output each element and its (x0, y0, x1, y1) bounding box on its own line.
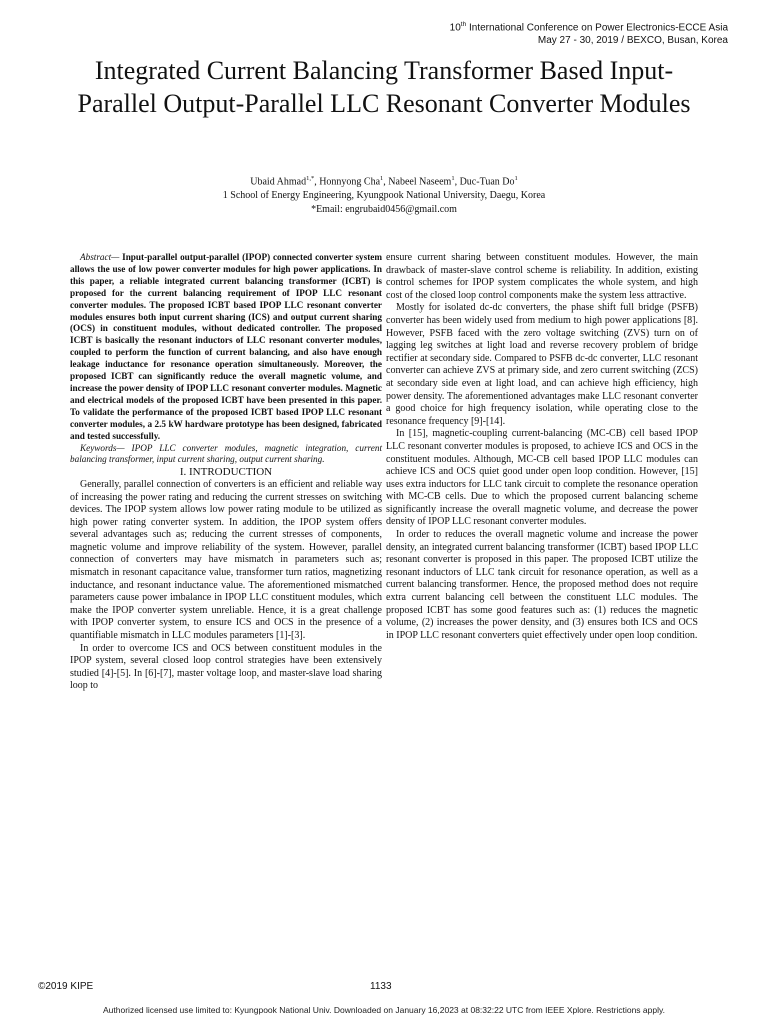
paper-title: Integrated Current Balancing Transformer Based Input-Parallel Output-Parallel LLC Resonant Converter Modules (77, 56, 691, 118)
affiliation: 1 School of Energy Engineering, Kyungpook National University, Daegu, Korea (222, 190, 546, 202)
page-number: 1133 (370, 981, 392, 992)
right-paragraph: In order to reduces the overall magnetic volume and increase the power density, an integrated current balancing transformer (ICBT) based IPOP LLC resonant converter is proposed in this paper. The proposed ICBT utilize the resonant inductors of LLC tank circuit for resonance operation, as well as a current balancing transformer. Hence, the proposed method does not require extra current balancing cell between the constituent LLC modules. The proposed ICBT has some good features such as: (1) reduces the magnetic volume, (2) increases the power density, and (3) ensures both ICS and OCS in IPOP LLC resonant converters quiet effectively under open loop condition. (386, 529, 698, 641)
license-notice: Authorized licensed use limited to: Kyungpook National Univ. Downloaded on January 16,2023 at 08:32:22 UTC from IEEE Xplore. Restrictions apply. (103, 1005, 665, 1015)
author-block (60, 172, 708, 217)
right-paragraph: In [15], magnetic-coupling current-balancing (MC-CB) cell based IPOP LLC resonant converter modules is proposed, to achieve ICS and OCS in the constituent modules. Although, MC-CB cell based IPOP LLC modules can achieve ICS and OCS quiet good under open loop condition. However, [15] uses extra inductors for LLC tank circuit to complete the resonance operation with MC-CB cells. Due to which the proposed current balancing scheme significantly increase the overall magnetic volume, and decrease the power density of IPOP LLC resonant converter modules. (386, 428, 698, 528)
keywords: Keywords— IPOP LLC converter modules, magnetic integration, current balancing transformer, input current sharing, output current sharing. (70, 442, 382, 465)
right-paragraph: ensure current sharing between constituent modules. However, the main drawback of master-slave control scheme is reliability. In addition, existing control schemes for IPOP system complicates the whole system, and high cost of the closed loop control components make the system less attractive. (386, 252, 698, 301)
section-heading-introduction: I. INTRODUCTION (179, 466, 273, 479)
conference-header (450, 18, 728, 47)
left-paragraph: In order to overcome ICS and OCS between constituent modules in the IPOP system, several closed loop control strategies have been extensively studied [4]-[5]. In [6]-[7], master voltage loop, and master-slave load sharing loop to (70, 642, 382, 692)
copyright: ©2019 KIPE (38, 981, 94, 992)
left-column (70, 252, 382, 693)
right-column (386, 252, 698, 642)
left-paragraph: Generally, parallel connection of converters is an efficient and reliable way of increasing the power rating and reducing the current stresses on switching devices. The IPOP system allows low power rating module to be utilized as high power rating converter system. In addition, the IPOP system offers several advantages such as; reducing the current stresses of components, magnetic volume and improve reliability of the system. However, parallel connection of converters may have mismatch in parameters such as; mismatch in resonant capacitance value, transformer turn ratios, magnetizing inductance, and resonant inductance value. The aforementioned mismatched parameters cause power imbalance in IPOP LLC constituent modules, which make the IPOP converter system unreliable. Hence, it is a great challenge with IPOP converter system, to ensure ICS and OCS in the presence of a quantifiable mismatch in LLC modules parameters [1]-[3]. (70, 478, 382, 642)
author-list: Ubaid Ahmad$^{1,*}$, Honnyong Cha$^1$, Nabeel Naseem$^1$, Duc-Tuan Do$^1$ (250, 175, 518, 188)
conference-name: 10th International Conference on Power Electronics-ECCE Asia (449, 21, 728, 34)
email: *Email: engrubaid0456@gmail.com (311, 204, 457, 216)
conference-dates: May 27 - 30, 2019 / BEXCO, Busan, Korea (537, 35, 728, 47)
abstract (70, 252, 382, 443)
right-paragraph: Mostly for isolated dc-dc converters, the phase shift full bridge (PSFB) converter has been widely used from medium to high power applications [8]. However, PSFB faced with the zero voltage switching (ZVS) turn on of lagging leg switches at light load and reverse recovery problem of bridge rectifier at secondary side. Compared to PSFB dc-dc converter, LLC resonant converter can achieve ZVS at primary side, and zero current switching (ZCS) at secondary side even at light load, and can achieve high efficiency, high power density. The aforementioned advantages make LLC resonant converter a good choice for high frequency isolation, while operating close to the resonance frequency [9]-[14]. (386, 302, 698, 427)
abstract-text: Input-parallel output-parallel (IPOP) connected converter system allows the use of low power converter modules for high power applications. In this paper, a reliable integrated current balancing transformer (ICBT) is proposed for the current balancing requirement of IPOP LLC resonant converter modules. The proposed ICBT based IPOP LLC resonant converter modules ensures both input current sharing (ICS) and output current sharing (OCS) in constituent modules, without dedicated controller. The proposed ICBT is basically the resonant inductors of LLC resonant converter modules, coupled to perform the function of current balancing, and also have enough leakage inductance for resonance operation simultaneously. Moreover, the proposed ICBT can significantly reduce the overall magnetic volume, and increase the power density of IPOP LLC resonant converter modules. Magnetic and electrical models of the proposed ICBT have been presented in this paper. To validate the performance of the proposed ICBT based IPOP LLC resonant converter modules, a 2.5 kW hardware prototype has been designed, fabricated and tested successfully. (70, 252, 382, 441)
abstract-lead: Abstract— (80, 252, 120, 262)
